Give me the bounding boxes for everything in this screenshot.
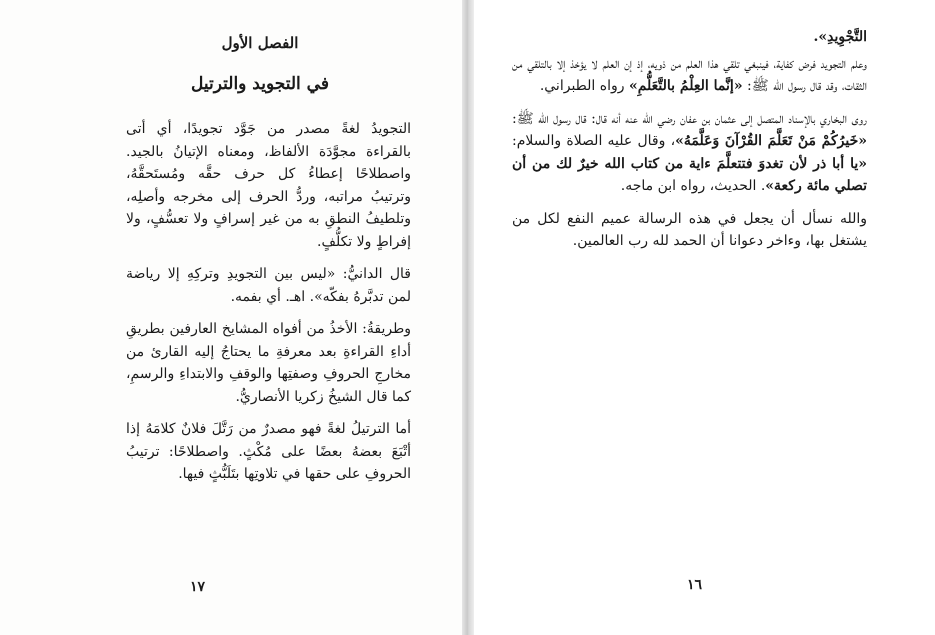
right-page-body [512,26,867,263]
section-title: في التجويد والترتيل [191,74,329,94]
paragraph-method: وطريقةُ: الأخذُ من أفواه المشايخ العارفين بطريقِ أداءِ القراءةِ بعد معرفةِ ما يحتاجُ إليه القارئ من مخارجِ الحروفِ وصفتِها والوقفِ والابتداءِ والرسمِ، كما قال الشيخُ زكريا الأنصاريُّ. [126,321,411,405]
hadith-ilm: «إنَّما العِلْمُ بالتَّعَلُّمِ» [628,78,743,94]
top-fragment: التَّجْوِيدِ». [813,29,867,45]
paragraph-dani-quote: قال الدانيُّ: «ليس بين التجويدِ وتركِهِ إلا رياضة لمن تدبَّرهُ بفكّه». اهـ. أي بفمه. [126,266,411,305]
p2-text-c: . الحديث، رواه ابن ماجه. [620,178,766,194]
paragraph-closing-dua: والله نسأل أن يجعل في هذه الرسالة عميم النفع لكل من يشتغل بها، وءاخر دعوانا أن الحمد لله رب العالمين. [512,210,867,249]
page-number-left: ١٧ [190,579,206,595]
paragraph-tarteel-definition: أما الترتيلُ لغةً فهو مصدرٌ من رَتَّلَ فلانٌ كلامَهُ إذا أتْبَعَ بعضهُ بعضًا على مُكْثٍ. واصطلاحًا: ترتيبُ الحروفِ على حقها في تلاوتِها بتَلَبُّثٍ فيها. [126,421,411,482]
paragraph-bukhari [512,108,867,198]
p2-text-b: ، وقال عليه الصلاة والسلام: [512,133,676,149]
p1-text-b: رواه الطبراني. [539,78,629,94]
hadith-khayrukum: «خَيرُكُمْ مَنْ تَعَلَّمَ القُرْآنَ وَعَلَّمَهُ» [675,133,868,149]
p1-text-a: وعلم التجويد فرض كفاية، فينبغي تلقي هذا العلم من ذويه، إذ إن العلم لا يؤخذ إلا بالتلقي من الثقات، وقد قال رسول الله ﷺ: [512,55,867,94]
paragraph-tajweed-obligation [512,53,867,98]
page-number-right: ١٦ [687,577,703,593]
p2-text-a: روى البخاري بالإسناد المتصل إلى عثمان بن عفان رضي الله عنه أنه قال: قال رسول الله ﷺ: [512,110,867,127]
hadith-abu-dhar: «يا أبا ذر لأن تغدوَ فتتعلَّمَ ءاية من كتاب الله خيرٌ لك من أن تصلي مائة ركعة» [512,155,867,194]
paragraph-tajweed-definition: التجويدُ لغةً مصدر من جَوَّد تجويدًا، أي أتى بالقراءة مجوَّدَة الألفاظ، ومعناه الإتيانُ بالجيد. واصطلاحًا إعطاءُ كل حرف حقَّه ومُستَحقَّهُ، وترتيبُ مراتبه، وردُّ الحرف إلى مخرجه وأصلِه، وتلطيفُ النطقِ به من غير إسرافٍ ولا تعسُّفٍ، ولا إفراطٍ ولا تكلُّفٍ. [126,121,411,250]
chapter-title: الفصل الأول [221,34,299,52]
